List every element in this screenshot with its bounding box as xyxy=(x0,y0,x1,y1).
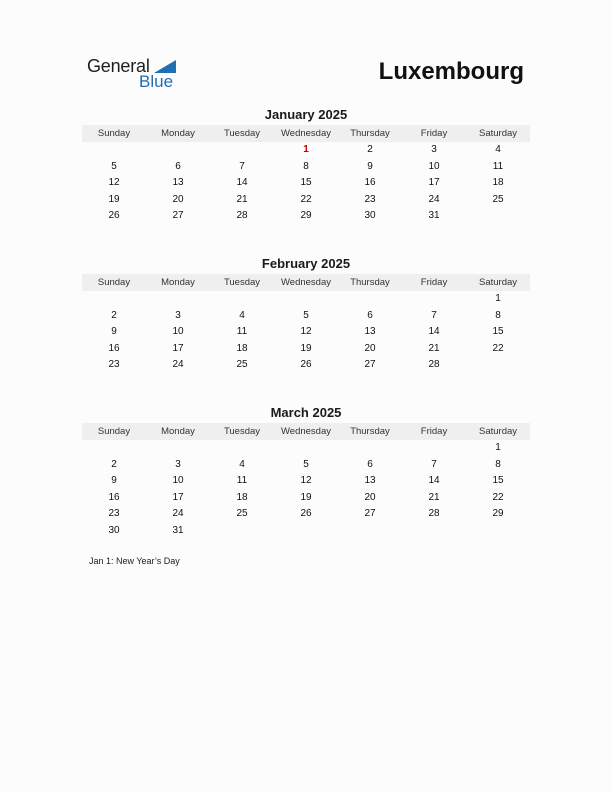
day-cell: 29 xyxy=(492,508,504,520)
month-calendar xyxy=(82,405,530,540)
weekday-label: Monday xyxy=(161,128,195,139)
empty-day-cell xyxy=(82,142,146,159)
day-cell: 14 xyxy=(236,177,248,189)
empty-day-cell xyxy=(338,523,402,540)
weekday-label: Wednesday xyxy=(281,128,331,139)
day-cell: 18 xyxy=(236,342,248,354)
day-cell: 9 xyxy=(111,475,117,487)
empty-day-cell xyxy=(402,523,466,540)
day-cell: 14 xyxy=(428,326,440,338)
day-cell: 28 xyxy=(236,210,248,222)
day-cell: 10 xyxy=(428,160,440,172)
day-cell: 2 xyxy=(367,144,373,155)
day-cell: 11 xyxy=(492,160,504,172)
day-cell: 31 xyxy=(428,210,440,222)
day-cell: 8 xyxy=(303,160,309,172)
day-cell: 27 xyxy=(172,210,184,222)
day-cell: 1 xyxy=(303,144,309,155)
weekday-label: Saturday xyxy=(478,128,518,139)
weekday-label: Saturday xyxy=(478,426,518,437)
weekday-label: Sunday xyxy=(97,426,131,437)
day-cell: 12 xyxy=(300,475,312,487)
day-cell: 11 xyxy=(236,326,248,338)
day-cell: 21 xyxy=(236,193,248,205)
weekday-label: Sunday xyxy=(97,128,131,139)
day-cell: 25 xyxy=(236,359,248,371)
day-cell: 17 xyxy=(172,491,184,503)
day-cell: 16 xyxy=(108,342,120,354)
day-cell: 13 xyxy=(364,326,376,338)
empty-day-cell xyxy=(338,291,402,308)
day-cell: 5 xyxy=(111,160,117,172)
day-cell: 28 xyxy=(428,508,440,520)
weekday-label: Monday xyxy=(161,277,195,288)
country-title: Luxembourg xyxy=(378,58,524,85)
day-cell: 20 xyxy=(172,193,184,205)
day-cell: 31 xyxy=(172,524,184,536)
weekday-label: Wednesday xyxy=(281,277,331,288)
empty-day-cell xyxy=(146,291,210,308)
weekday-label: Friday xyxy=(420,277,448,288)
empty-day-cell xyxy=(274,523,338,540)
day-cell: 22 xyxy=(300,193,312,205)
weekday-label: Wednesday xyxy=(281,426,331,437)
weekday-label: Tuesday xyxy=(223,277,261,288)
week-row xyxy=(82,291,530,308)
day-cell: 22 xyxy=(492,342,504,354)
day-cell: 1 xyxy=(495,442,501,453)
day-cell: 29 xyxy=(300,210,312,222)
day-cell: 7 xyxy=(431,458,437,470)
weekday-header-row xyxy=(82,423,530,440)
day-cell: 6 xyxy=(367,458,373,470)
week-row xyxy=(82,308,530,325)
empty-day-cell xyxy=(338,440,402,457)
week-row xyxy=(82,159,530,176)
day-cell: 26 xyxy=(300,359,312,371)
empty-day-cell xyxy=(466,523,530,540)
day-cell: 24 xyxy=(172,359,184,371)
day-cell: 12 xyxy=(300,326,312,338)
weekday-label: Monday xyxy=(161,426,195,437)
day-cell: 8 xyxy=(495,309,501,321)
day-cell: 22 xyxy=(492,491,504,503)
day-cell: 10 xyxy=(172,475,184,487)
week-row xyxy=(82,175,530,192)
day-cell: 17 xyxy=(428,177,440,189)
logo-general-text: General xyxy=(87,56,150,76)
week-row xyxy=(82,142,530,159)
weekday-header-row xyxy=(82,274,530,291)
day-cell: 20 xyxy=(364,491,376,503)
empty-day-cell xyxy=(146,142,210,159)
week-row xyxy=(82,324,530,341)
day-cell: 3 xyxy=(431,144,437,155)
day-cell: 13 xyxy=(364,475,376,487)
weekday-label: Thursday xyxy=(350,426,390,437)
day-cell: 4 xyxy=(239,309,245,321)
day-cell: 1 xyxy=(495,293,501,304)
day-cell: 23 xyxy=(108,359,120,371)
day-cell: 27 xyxy=(364,508,376,520)
day-cell: 21 xyxy=(428,342,440,354)
day-cell: 27 xyxy=(364,359,376,371)
weekday-label: Tuesday xyxy=(223,128,261,139)
day-cell: 5 xyxy=(303,309,309,321)
empty-day-cell xyxy=(82,440,146,457)
empty-day-cell xyxy=(274,291,338,308)
day-cell: 23 xyxy=(364,193,376,205)
general-blue-logo xyxy=(87,56,187,92)
day-cell: 15 xyxy=(300,177,312,189)
empty-day-cell xyxy=(402,440,466,457)
empty-day-cell xyxy=(466,208,530,225)
day-cell: 10 xyxy=(172,326,184,338)
week-row xyxy=(82,506,530,523)
weekday-label: Thursday xyxy=(350,277,390,288)
day-cell: 7 xyxy=(239,160,245,172)
day-cell: 6 xyxy=(367,309,373,321)
empty-day-cell xyxy=(274,440,338,457)
weekday-label: Thursday xyxy=(350,128,390,139)
day-cell: 8 xyxy=(495,458,501,470)
day-cell: 3 xyxy=(175,458,181,470)
day-cell: 19 xyxy=(300,342,312,354)
weekday-label: Saturday xyxy=(478,277,518,288)
empty-day-cell xyxy=(466,357,530,374)
day-cell: 18 xyxy=(236,491,248,503)
empty-day-cell xyxy=(210,523,274,540)
day-cell: 30 xyxy=(364,210,376,222)
day-cell: 23 xyxy=(108,508,120,520)
day-cell: 26 xyxy=(300,508,312,520)
weekday-label: Sunday xyxy=(97,277,131,288)
logo-blue-text: Blue xyxy=(139,72,174,91)
day-cell: 2 xyxy=(111,309,117,321)
weekday-label: Friday xyxy=(420,426,448,437)
day-cell: 26 xyxy=(108,210,120,222)
day-cell: 5 xyxy=(303,458,309,470)
day-cell: 21 xyxy=(428,491,440,503)
empty-day-cell xyxy=(402,291,466,308)
day-cell: 24 xyxy=(172,508,184,520)
day-cell: 9 xyxy=(367,160,373,172)
week-row xyxy=(82,490,530,507)
day-cell: 24 xyxy=(428,193,440,205)
day-cell: 30 xyxy=(108,524,120,536)
day-cell: 25 xyxy=(492,193,504,205)
day-cell: 15 xyxy=(492,326,504,338)
holiday-notes xyxy=(89,556,180,566)
month-title: January 2025 xyxy=(264,107,348,122)
day-cell: 6 xyxy=(175,160,181,172)
week-row xyxy=(82,457,530,474)
week-row xyxy=(82,357,530,374)
day-cell: 28 xyxy=(428,359,440,371)
month-title: March 2025 xyxy=(270,405,342,420)
empty-day-cell xyxy=(210,291,274,308)
day-cell: 13 xyxy=(172,177,184,189)
day-cell: 18 xyxy=(492,177,504,189)
week-row xyxy=(82,341,530,358)
weekday-label: Friday xyxy=(420,128,448,139)
day-cell: 11 xyxy=(236,475,248,487)
month-calendar xyxy=(82,256,530,374)
month-calendar xyxy=(82,107,530,225)
empty-day-cell xyxy=(210,142,274,159)
week-row xyxy=(82,523,530,540)
week-row xyxy=(82,192,530,209)
day-cell: 19 xyxy=(300,491,312,503)
day-cell: 9 xyxy=(111,326,117,338)
day-cell: 16 xyxy=(364,177,376,189)
day-cell: 12 xyxy=(108,177,120,189)
day-cell: 19 xyxy=(108,193,120,205)
day-cell: 4 xyxy=(239,458,245,470)
week-row xyxy=(82,208,530,225)
week-row xyxy=(82,440,530,457)
weekday-header-row xyxy=(82,125,530,142)
day-cell: 3 xyxy=(175,309,181,321)
day-cell: 17 xyxy=(172,342,184,354)
day-cell: 15 xyxy=(492,475,504,487)
holiday-note: Jan 1: New Year’s Day xyxy=(89,556,180,566)
weekday-label: Tuesday xyxy=(223,426,261,437)
empty-day-cell xyxy=(146,440,210,457)
day-cell: 16 xyxy=(108,491,120,503)
day-cell: 14 xyxy=(428,475,440,487)
month-title: February 2025 xyxy=(261,256,351,271)
empty-day-cell xyxy=(210,440,274,457)
day-cell: 7 xyxy=(431,309,437,321)
empty-day-cell xyxy=(82,291,146,308)
day-cell: 2 xyxy=(111,458,117,470)
day-cell: 25 xyxy=(236,508,248,520)
week-row xyxy=(82,473,530,490)
day-cell: 20 xyxy=(364,342,376,354)
day-cell: 4 xyxy=(495,144,501,155)
